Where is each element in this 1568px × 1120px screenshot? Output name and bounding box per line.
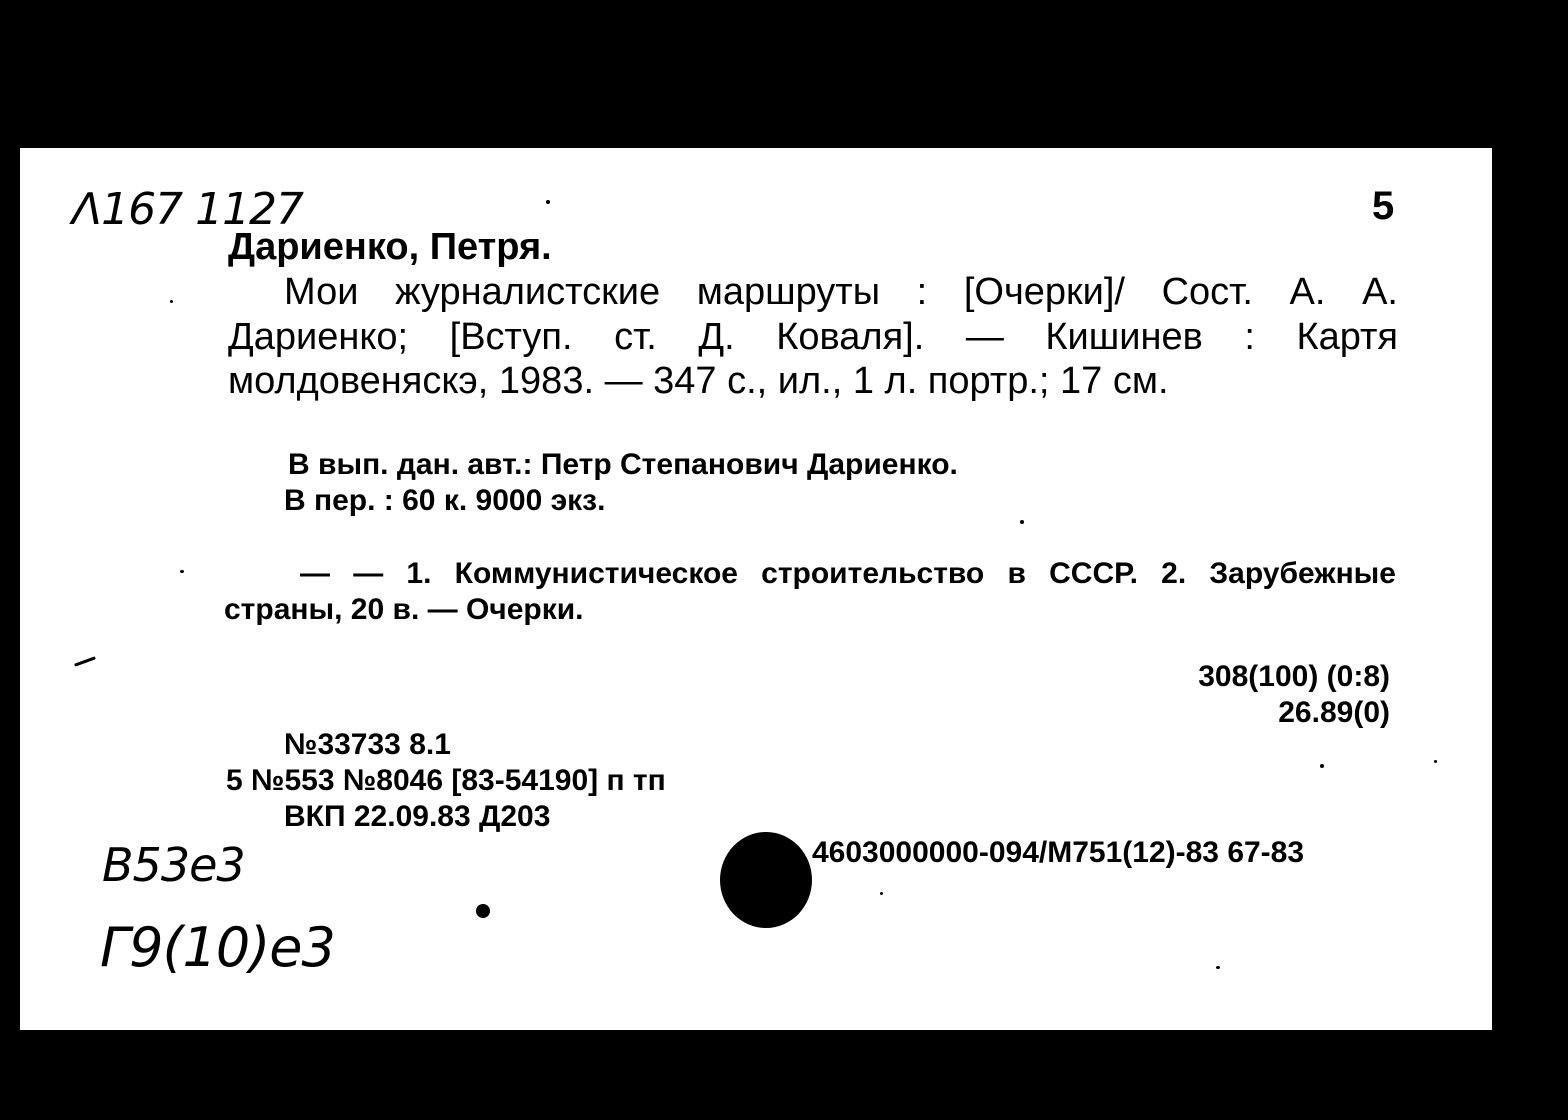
speck (1216, 966, 1220, 969)
tray-number: 5 (1372, 184, 1395, 228)
handwritten-code-2: Г9(10)е3 (100, 916, 335, 979)
subject-headings: — — 1. Коммунистическое строительство в СССР. 2. Зарубежные страны, 20 в. — Очерки. (224, 557, 1396, 626)
speck (74, 656, 96, 666)
print-date: ВКП 22.09.83 Д203 (284, 800, 551, 833)
shelfmark: Λ167 1127 (72, 184, 304, 235)
speck (476, 904, 490, 918)
udc-index: 308(100) (0:8) (1198, 660, 1390, 693)
price-note: В пер. : 60 к. 9000 экз. (284, 484, 606, 517)
speck (1020, 520, 1024, 524)
punch-hole (720, 832, 812, 928)
author-heading: Дариенко, Петря. (228, 226, 552, 268)
author-data-note: В вып. дан. авт.: Петр Степанович Дариенко. (288, 448, 958, 481)
handwritten-code-1: В53е3 (102, 838, 245, 892)
speck (170, 300, 173, 303)
print-numbers: 5 №553 №8046 [83-54190] п тп (226, 764, 666, 797)
catalog-card (20, 148, 1492, 1030)
publisher-code: 4603000000-094/М751(12)-83 67-83 (812, 836, 1305, 869)
bbk-index: 26.89(0) (1278, 696, 1390, 729)
speck (1434, 760, 1437, 763)
speck (546, 200, 550, 204)
speck (180, 570, 184, 573)
bibliographic-description: Мои журналистские маршруты : [Очерки]/ Сост. А. А. Дариенко; [Вступ. ст. Д. Коваля]. — Кишинев : Картя молдовеняскэ, 1983. — 347 с., ил., 1 л. портр.; 17 см. (228, 271, 1398, 402)
card-number: №33733 8.1 (284, 728, 451, 761)
speck (880, 892, 883, 895)
speck (1320, 764, 1324, 768)
